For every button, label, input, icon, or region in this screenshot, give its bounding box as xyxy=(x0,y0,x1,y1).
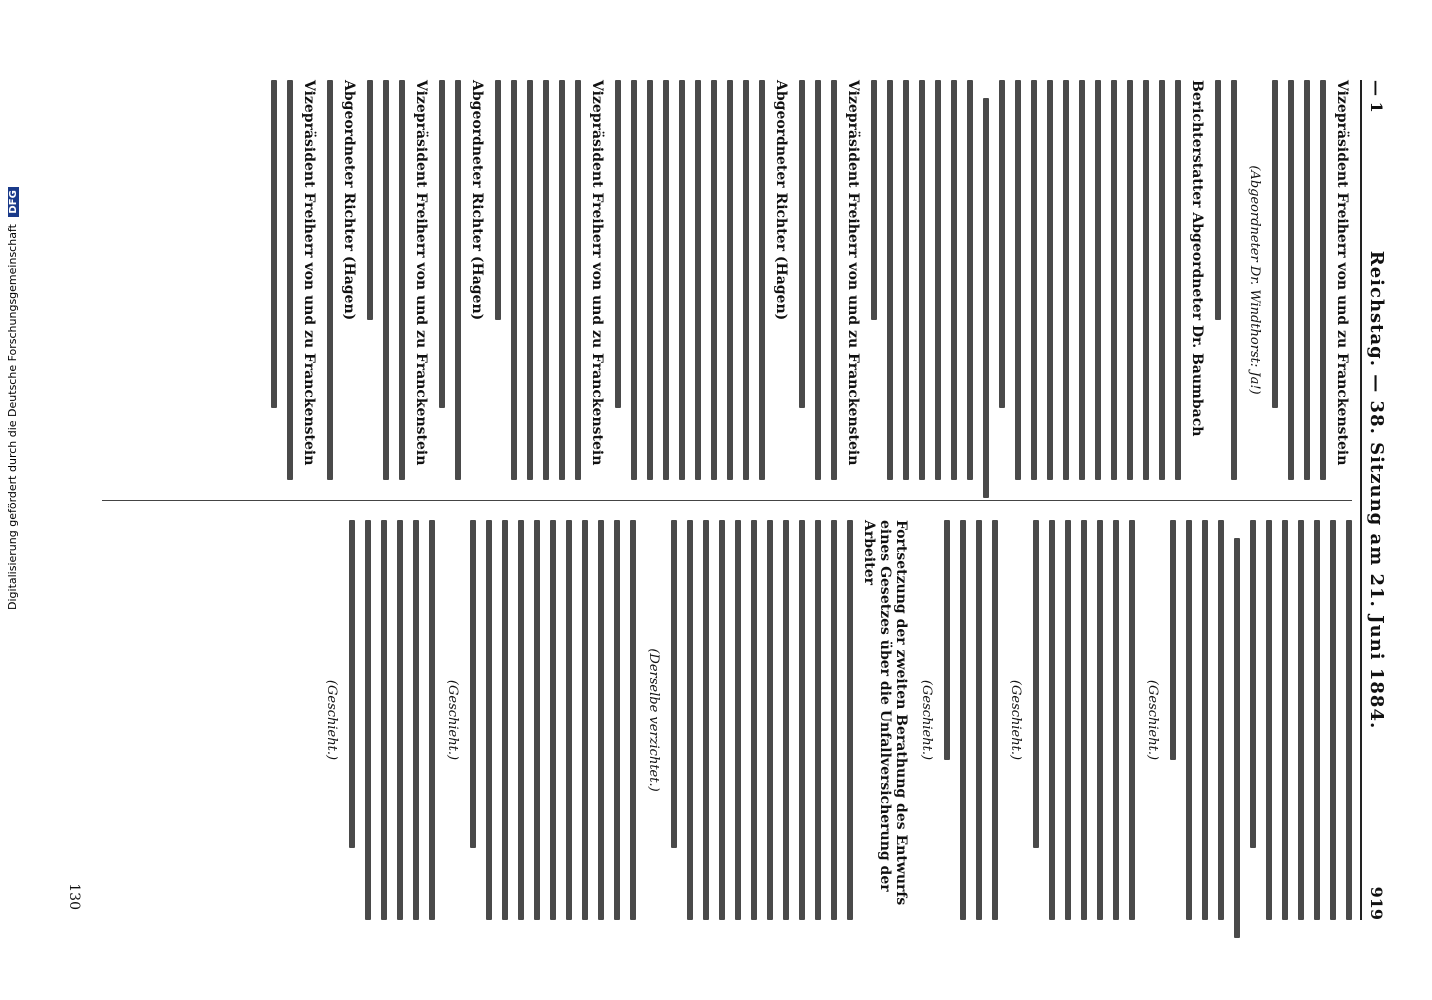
text-line-placeholder xyxy=(543,80,549,480)
dfg-logo-icon: DFG xyxy=(8,187,19,216)
text-line-placeholder xyxy=(671,520,677,848)
text-line-placeholder xyxy=(1202,520,1208,920)
text-line-placeholder xyxy=(951,80,957,480)
text-line-placeholder xyxy=(349,520,355,848)
text-line-placeholder xyxy=(719,520,725,920)
header-left-mark: — 1 xyxy=(1367,80,1387,113)
text-line-placeholder xyxy=(960,520,966,920)
text-line-placeholder xyxy=(1111,80,1117,480)
text-line-placeholder xyxy=(1031,80,1037,480)
text-line-placeholder xyxy=(534,520,540,920)
text-line-placeholder xyxy=(727,80,733,480)
text-line-placeholder xyxy=(1159,80,1165,480)
text-line-placeholder xyxy=(999,80,1005,408)
text-line-placeholder xyxy=(831,520,837,920)
text-line-placeholder xyxy=(1234,538,1240,938)
speaker-label: Vizepräsident Freiherr von und zu Franckenstein xyxy=(413,80,429,466)
text-line-placeholder xyxy=(831,80,837,480)
text-line-placeholder xyxy=(367,80,373,320)
text-line-placeholder xyxy=(455,80,461,480)
text-line-placeholder xyxy=(1282,520,1288,920)
text-line-placeholder xyxy=(1314,520,1320,920)
text-line-placeholder xyxy=(903,80,909,480)
text-line-placeholder xyxy=(527,80,533,480)
agenda-heading: Fortsetzung der zweiten Berathung des Entwurfs eines Gesetzes über die Unfallversicherung der Arbeiter xyxy=(861,520,909,906)
text-line-placeholder xyxy=(582,520,588,920)
text-line-placeholder xyxy=(767,520,773,920)
speaker-label: Abgeordneter Richter (Hagen) xyxy=(341,80,357,321)
text-line-placeholder xyxy=(550,520,556,920)
stage-direction: (Geschieht.) xyxy=(445,679,460,761)
text-line-placeholder xyxy=(381,520,387,920)
running-header xyxy=(1360,80,1392,920)
text-line-placeholder xyxy=(598,520,604,920)
dfg-footer xyxy=(6,190,26,610)
text-line-placeholder xyxy=(566,520,572,920)
column-divider xyxy=(102,500,1352,501)
text-line-placeholder xyxy=(271,80,277,408)
text-line-placeholder xyxy=(1049,520,1055,920)
text-line-placeholder xyxy=(1015,80,1021,480)
text-line-placeholder xyxy=(1113,520,1119,920)
text-line-placeholder xyxy=(711,80,717,480)
text-line-placeholder xyxy=(1330,520,1336,920)
text-line-placeholder xyxy=(1346,520,1352,920)
text-line-placeholder xyxy=(799,520,805,920)
speaker-label: Vizepräsident Freiherr von und zu Franckenstein xyxy=(589,80,605,466)
speaker-label: Vizepräsident Freiherr von und zu Franckenstein xyxy=(301,80,317,466)
text-line-placeholder xyxy=(663,80,669,480)
text-columns xyxy=(102,80,1352,920)
text-line-placeholder xyxy=(1047,80,1053,480)
text-line-placeholder xyxy=(944,520,950,760)
text-line-placeholder xyxy=(470,520,476,848)
text-line-placeholder xyxy=(486,520,492,920)
text-line-placeholder xyxy=(1143,80,1149,480)
text-line-placeholder xyxy=(630,520,636,920)
text-line-placeholder xyxy=(1063,80,1069,480)
text-line-placeholder xyxy=(511,80,517,480)
left-column xyxy=(102,80,1352,480)
text-line-placeholder xyxy=(413,520,419,920)
text-line-placeholder xyxy=(1215,80,1221,320)
page-number: 919 xyxy=(1367,886,1387,920)
footer-text: Digitalisierung gefördert durch die Deutsche Forschungsgemeinschaft xyxy=(6,224,19,610)
text-line-placeholder xyxy=(687,520,693,920)
text-line-placeholder xyxy=(887,80,893,480)
text-line-placeholder xyxy=(1218,520,1224,920)
text-line-placeholder xyxy=(919,80,925,480)
text-line-placeholder xyxy=(287,80,293,480)
text-line-placeholder xyxy=(1231,80,1237,480)
text-line-placeholder xyxy=(1298,520,1304,920)
text-line-placeholder xyxy=(743,80,749,480)
text-line-placeholder xyxy=(759,80,765,480)
text-line-placeholder xyxy=(1095,80,1101,480)
stage-direction: (Derselbe verzichtet.) xyxy=(646,648,661,792)
text-line-placeholder xyxy=(695,80,701,480)
text-line-placeholder xyxy=(615,80,621,408)
text-line-placeholder xyxy=(647,80,653,480)
text-line-placeholder xyxy=(735,520,741,920)
text-line-placeholder xyxy=(1065,520,1071,920)
text-line-placeholder xyxy=(783,520,789,920)
text-line-placeholder xyxy=(1250,520,1256,848)
text-line-placeholder xyxy=(1081,520,1087,920)
text-line-placeholder xyxy=(679,80,685,480)
folio-number: 130 xyxy=(66,883,82,910)
text-line-placeholder xyxy=(1304,80,1310,480)
text-line-placeholder xyxy=(399,80,405,480)
text-line-placeholder xyxy=(967,80,973,480)
text-line-placeholder xyxy=(815,520,821,920)
stage-direction: (Geschieht.) xyxy=(919,679,934,761)
text-line-placeholder xyxy=(502,520,508,920)
text-line-placeholder xyxy=(397,520,403,920)
text-line-placeholder xyxy=(1186,520,1192,920)
text-line-placeholder xyxy=(815,80,821,480)
text-line-placeholder xyxy=(1127,80,1133,480)
text-line-placeholder xyxy=(992,520,998,920)
text-line-placeholder xyxy=(1170,520,1176,760)
text-line-placeholder xyxy=(383,80,389,480)
text-line-placeholder xyxy=(439,80,445,408)
text-line-placeholder xyxy=(365,520,371,920)
text-line-placeholder xyxy=(559,80,565,480)
text-line-placeholder xyxy=(751,520,757,920)
speaker-label: Vizepräsident Freiherr von und zu Franckenstein xyxy=(845,80,861,466)
text-line-placeholder xyxy=(983,98,989,498)
text-line-placeholder xyxy=(575,80,581,480)
text-line-placeholder xyxy=(1288,80,1294,480)
speaker-label: Vizepräsident Freiherr von und zu Franckenstein xyxy=(1334,80,1350,466)
text-line-placeholder xyxy=(1266,520,1272,920)
stage-direction: (Geschieht.) xyxy=(1008,679,1023,761)
text-line-placeholder xyxy=(799,80,805,408)
text-line-placeholder xyxy=(976,520,982,920)
text-line-placeholder xyxy=(495,80,501,320)
speaker-label: Berichterstatter Abgeordneter Dr. Baumbach xyxy=(1189,80,1205,437)
text-line-placeholder xyxy=(1079,80,1085,480)
stage-direction: (Geschieht.) xyxy=(324,679,339,761)
stage-direction: (Abgeordneter Dr. Windthorst: Ja!) xyxy=(1247,165,1262,395)
text-line-placeholder xyxy=(429,520,435,920)
text-line-placeholder xyxy=(847,520,853,920)
text-line-placeholder xyxy=(1129,520,1135,920)
text-line-placeholder xyxy=(1320,80,1326,480)
speaker-label: Abgeordneter Richter (Hagen) xyxy=(469,80,485,321)
text-line-placeholder xyxy=(327,80,333,480)
text-line-placeholder xyxy=(1097,520,1103,920)
page-content xyxy=(62,80,1392,920)
speaker-label: Abgeordneter Richter (Hagen) xyxy=(773,80,789,321)
text-line-placeholder xyxy=(871,80,877,320)
text-line-placeholder xyxy=(1272,80,1278,408)
header-title: Reichstag. — 38. Sitzung am 21. Juni 1884. xyxy=(1366,250,1388,730)
text-line-placeholder xyxy=(518,520,524,920)
stage-direction: (Geschieht.) xyxy=(1145,679,1160,761)
text-line-placeholder xyxy=(614,520,620,920)
text-line-placeholder xyxy=(935,80,941,480)
text-line-placeholder xyxy=(703,520,709,920)
text-line-placeholder xyxy=(1175,80,1181,480)
text-line-placeholder xyxy=(631,80,637,480)
right-column xyxy=(102,520,1352,920)
text-line-placeholder xyxy=(1033,520,1039,848)
